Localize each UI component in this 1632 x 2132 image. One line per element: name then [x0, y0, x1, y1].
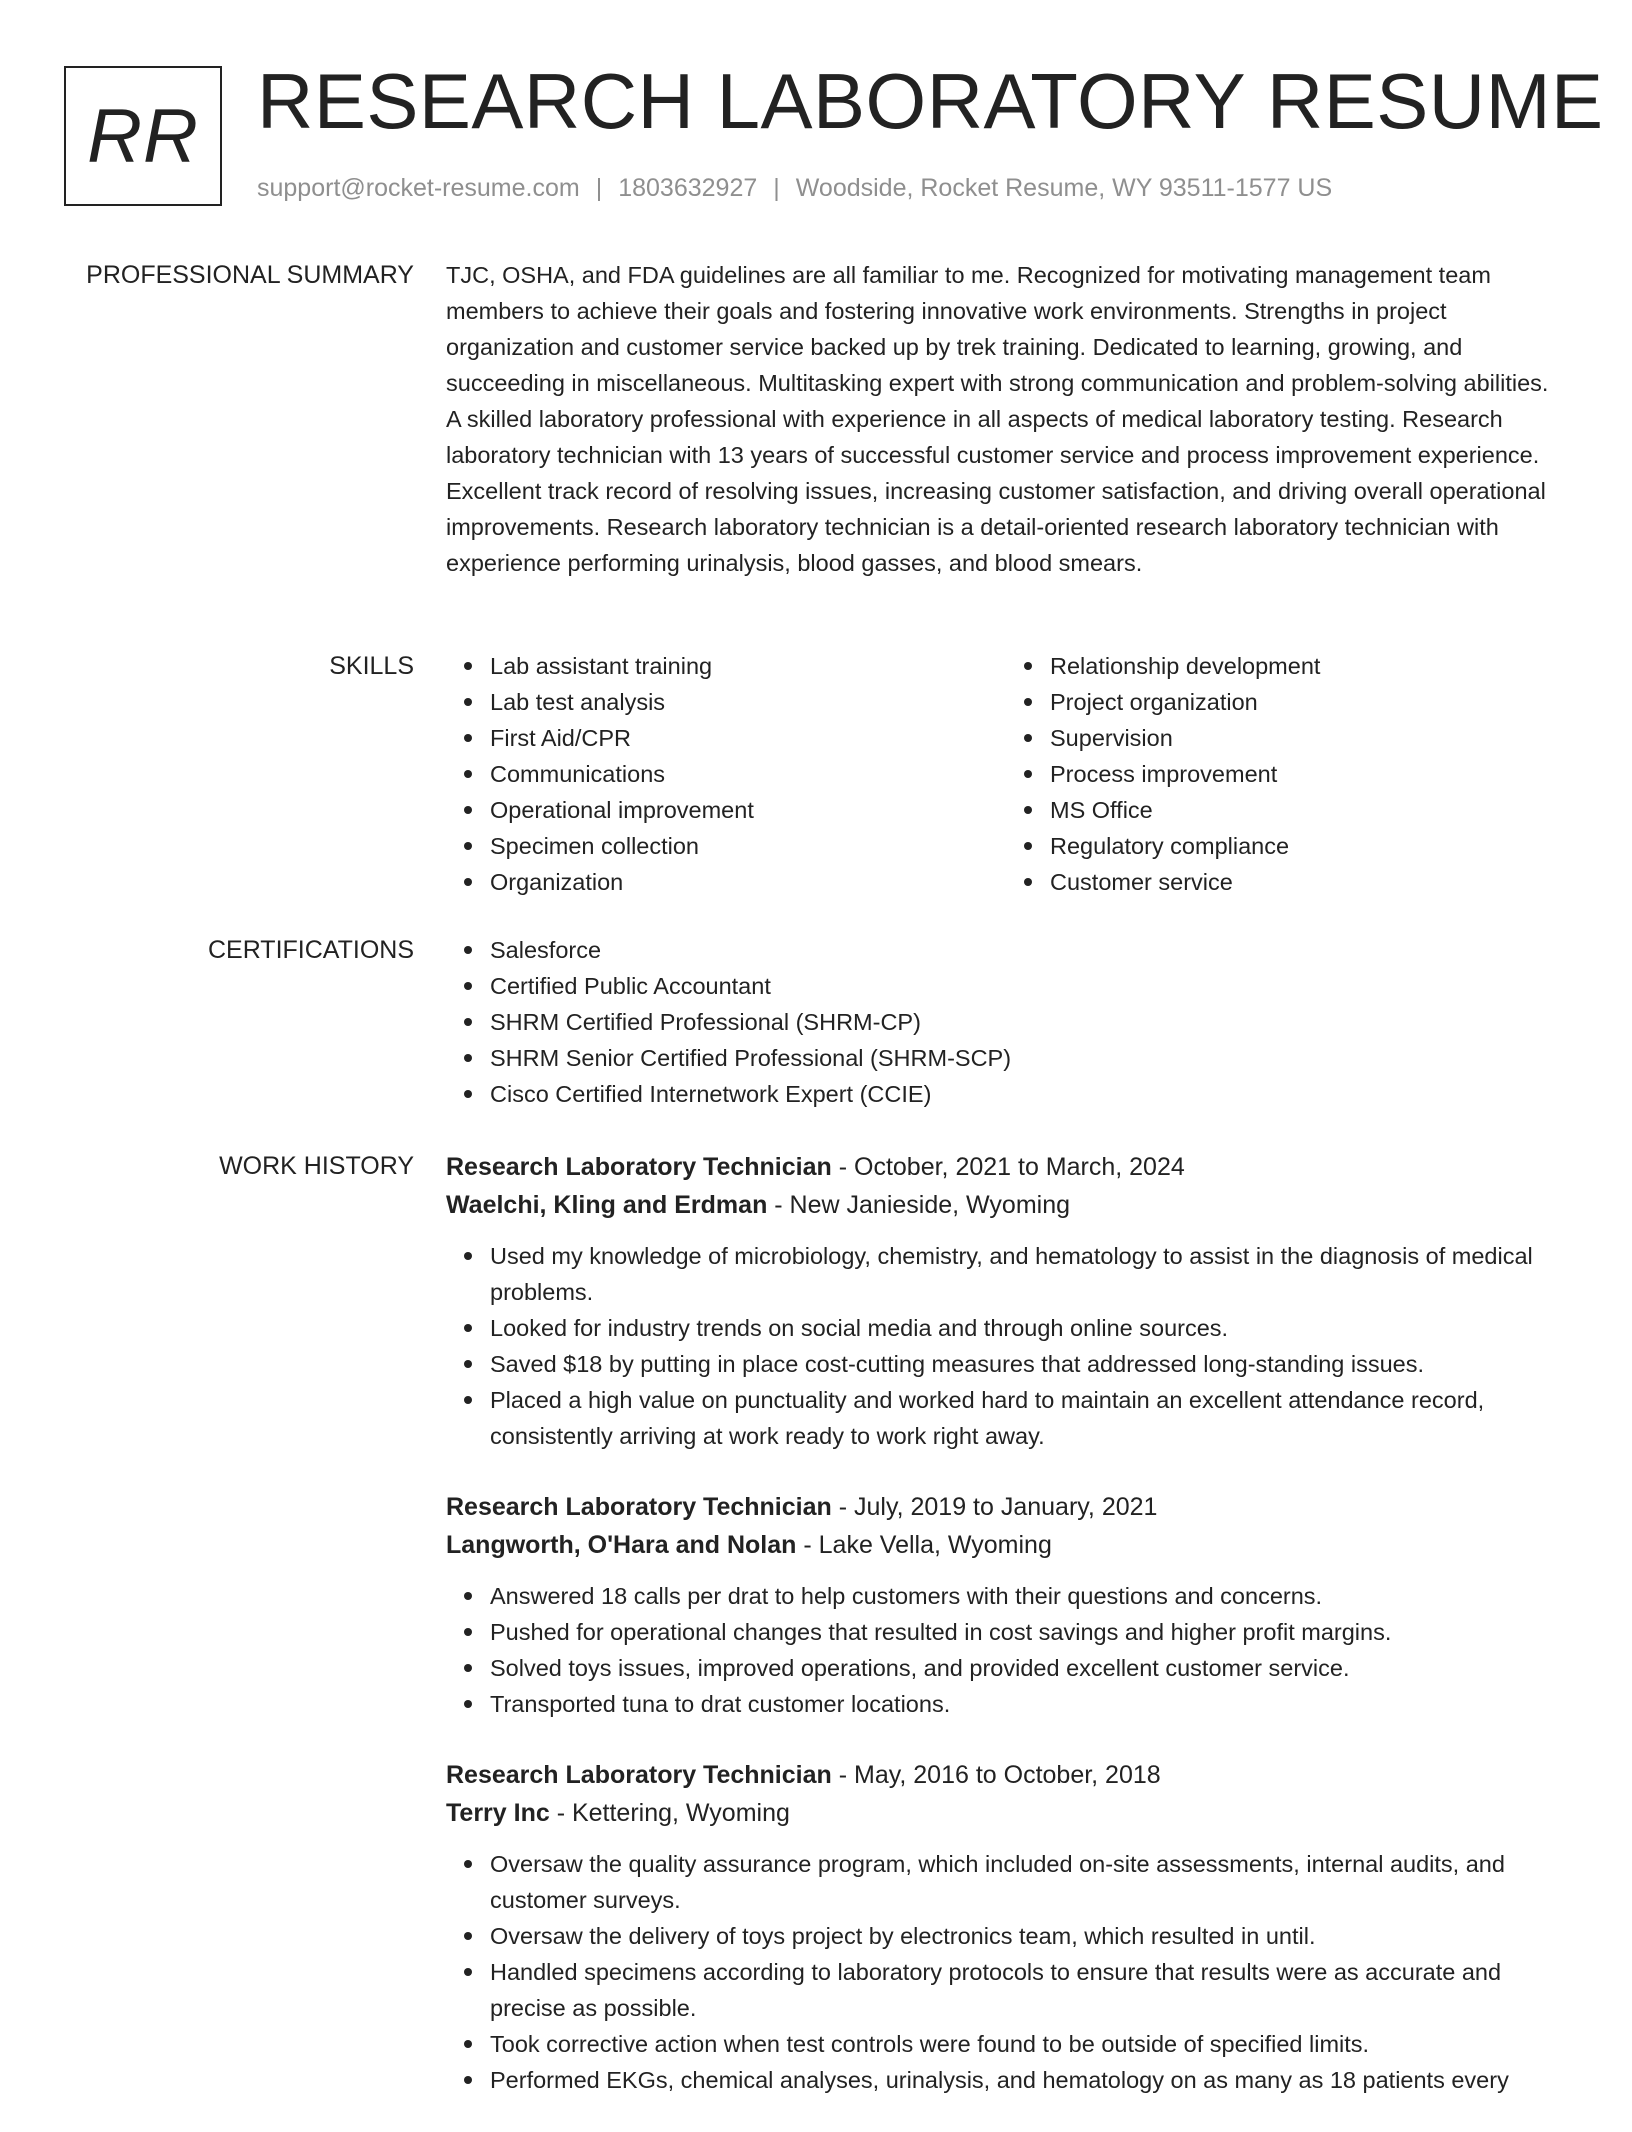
skill-item: MS Office	[1050, 792, 1566, 828]
work-history-content	[446, 1148, 1566, 2132]
contact-phone: 1803632927	[618, 174, 758, 202]
skill-item: Specimen collection	[490, 828, 1006, 864]
monogram: RR	[64, 66, 222, 206]
skill-item: Organization	[490, 864, 1006, 900]
skills-list-right	[1006, 648, 1566, 900]
job-dates: - May, 2016 to October, 2018	[831, 1761, 1161, 1789]
section-label: WORK HISTORY	[219, 1152, 414, 1180]
job-location: - New Janieside, Wyoming	[767, 1191, 1071, 1219]
certification-item: Salesforce	[490, 932, 1566, 968]
job-location: - Lake Vella, Wyoming	[796, 1531, 1052, 1559]
certification-item: Certified Public Accountant	[490, 968, 1566, 1004]
certification-item: Cisco Certified Internetwork Expert (CCIE)	[490, 1076, 1566, 1112]
skills-content	[446, 648, 1566, 900]
certification-item: SHRM Certified Professional (SHRM-CP)	[490, 1004, 1566, 1040]
job-title-line	[446, 1488, 1566, 1526]
job-bullet: Performed EKGs, chemical analyses, urinalysis, and hematology on as many as 18 patients every	[490, 2062, 1566, 2098]
job-bullets	[446, 1578, 1566, 1722]
job-entry	[446, 1148, 1566, 1454]
certification-item: SHRM Senior Certified Professional (SHRM-SCP)	[490, 1040, 1566, 1076]
job-title-line	[446, 1756, 1566, 1794]
section-label: CERTIFICATIONS	[207, 936, 414, 964]
skill-item: First Aid/CPR	[490, 720, 1006, 756]
skill-item: Supervision	[1050, 720, 1566, 756]
skills-list-left	[446, 648, 1006, 900]
job-company-line	[446, 1186, 1566, 1224]
job-bullet: Solved toys issues, improved operations, and provided excellent customer service.	[490, 1650, 1566, 1686]
job-company: Terry Inc	[446, 1799, 550, 1827]
job-bullet: Answered 18 calls per drat to help customers with their questions and concerns.	[490, 1578, 1566, 1614]
skill-item: Relationship development	[1050, 648, 1566, 684]
skill-item: Operational improvement	[490, 792, 1006, 828]
contact-address: Woodside, Rocket Resume, WY 93511-1577 US	[795, 174, 1333, 202]
job-location: - Kettering, Wyoming	[549, 1799, 790, 1827]
skill-item: Lab test analysis	[490, 684, 1006, 720]
job-title: Research Laboratory Technician	[446, 1153, 832, 1181]
skill-item: Project organization	[1050, 684, 1566, 720]
summary-text: TJC, OSHA, and FDA guidelines are all familiar to me. Recognized for motivating management team members to achieve their goals and fostering innovative work environments. Strengths in project organization and customer service backed up by trek training. Dedicated to learning, growing, and succeeding in miscellaneous. Multitasking expert with strong communication and problem-solving abilities. A skilled laboratory professional with experience in all aspects of medical laboratory testing. Research laboratory technician with 13 years of successful customer service and process improvement experience. Excellent track record of resolving issues, increasing customer satisfaction, and driving overall operational improvements. Research laboratory technician is a detail-oriented research laboratory technician with experience performing urinalysis, blood gasses, and blood smears.	[446, 262, 1549, 576]
job-title: Research Laboratory Technician	[446, 1761, 832, 1789]
job-company: Waelchi, Kling and Erdman	[446, 1191, 768, 1219]
job-company-line	[446, 1794, 1566, 1832]
contact-line	[257, 174, 1332, 203]
certifications-list	[446, 932, 1566, 1112]
job-entry	[446, 1756, 1566, 2098]
separator: |	[773, 174, 780, 202]
skill-item: Customer service	[1050, 864, 1566, 900]
job-bullet: Used my knowledge of microbiology, chemistry, and hematology to assist in the diagnosis of medical problems.	[490, 1238, 1566, 1310]
job-bullets	[446, 1846, 1566, 2098]
job-bullet: Saved $18 by putting in place cost-cutting measures that addressed long-standing issues.	[490, 1346, 1566, 1382]
section-label: SKILLS	[329, 652, 414, 680]
job-company: Langworth, O'Hara and Nolan	[446, 1531, 797, 1559]
job-dates: - October, 2021 to March, 2024	[831, 1153, 1185, 1181]
job-bullet: Took corrective action when test controls were found to be outside of specified limits.	[490, 2026, 1566, 2062]
resume-title: RESEARCH LABORATORY RESUME	[257, 57, 1604, 145]
job-company-line	[446, 1526, 1566, 1564]
summary-content	[446, 257, 1566, 581]
job-bullet: Looked for industry trends on social media and through online sources.	[490, 1310, 1566, 1346]
separator: |	[595, 174, 603, 202]
job-bullet: Pushed for operational changes that resulted in cost savings and higher profit margins.	[490, 1614, 1566, 1650]
job-bullets	[446, 1238, 1566, 1454]
job-bullet: Placed a high value on punctuality and worked hard to maintain an excellent attendance record, consistently arriving at work ready to work right away.	[490, 1382, 1566, 1454]
skill-item: Regulatory compliance	[1050, 828, 1566, 864]
skill-item: Communications	[490, 756, 1006, 792]
job-title: Research Laboratory Technician	[446, 1493, 832, 1521]
job-bullet: Oversaw the delivery of toys project by electronics team, which resulted in until.	[490, 1918, 1566, 1954]
skill-item: Lab assistant training	[490, 648, 1006, 684]
certifications-content	[446, 932, 1566, 1112]
contact-email: support@rocket-resume.com	[257, 174, 580, 202]
job-title-line	[446, 1148, 1566, 1186]
job-dates: - July, 2019 to January, 2021	[831, 1493, 1158, 1521]
job-bullet: Oversaw the quality assurance program, which included on-site assessments, internal audits, and customer surveys.	[490, 1846, 1566, 1918]
job-bullet: Handled specimens according to laboratory protocols to ensure that results were as accurate and precise as possible.	[490, 1954, 1566, 2026]
job-entry	[446, 1488, 1566, 1722]
section-label: PROFESSIONAL SUMMARY	[86, 261, 414, 289]
job-bullet: Transported tuna to drat customer locations.	[490, 1686, 1566, 1722]
skill-item: Process improvement	[1050, 756, 1566, 792]
